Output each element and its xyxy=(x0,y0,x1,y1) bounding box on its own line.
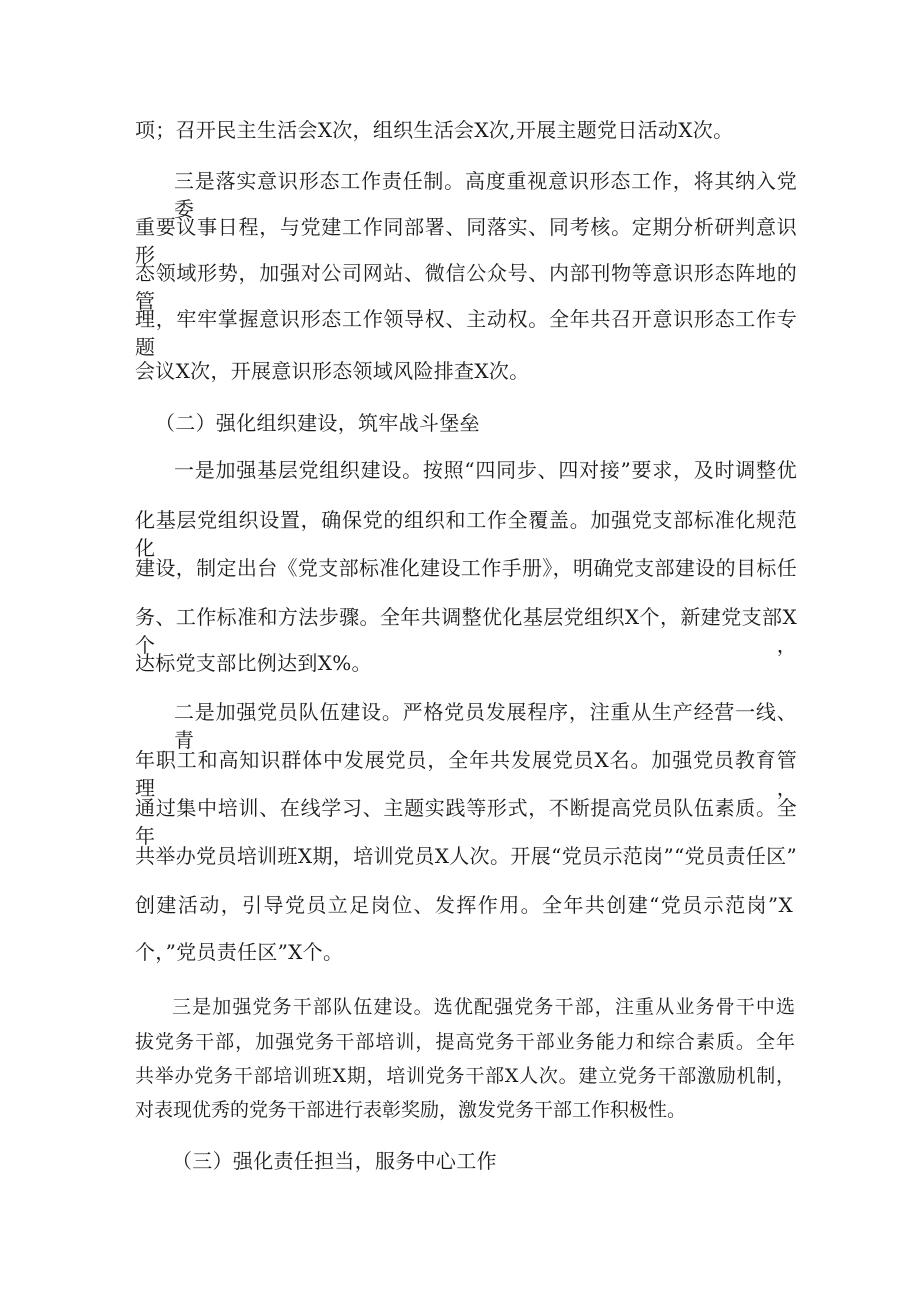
text-line-17: 创建活动，引导党员立足岗位、发挥作用。全年共创建“党员示范岗”X xyxy=(135,893,793,917)
text-line-12: 达标党支部比例达到X%。 xyxy=(135,651,372,675)
text-line-8: 一是加强基层党组织建设。按照“四同步、四对接”要求，及时调整优 xyxy=(174,458,797,482)
section-heading-2: （二）强化组织建设，筑牢战斗堡垒 xyxy=(155,411,480,435)
text-line-4: 态领域形势，加强对公司网站、微信公众号、内部刊物等意识形态阵地的管 xyxy=(135,261,797,313)
text-line-5: 理，牢牢掌握意识形态工作领导权、主动权。全年共召开意识形态工作专题 xyxy=(135,307,797,359)
text-line-18: 个，”党员责任区”X个。 xyxy=(135,940,344,964)
text-line-9: 化基层党组织设置，确保党的组织和工作全覆盖。加强党支部标准化规范化 xyxy=(135,508,797,560)
text-line-19: 三是加强党务干部队伍建设。选优配强党务干部，注重从业务骨干中选 xyxy=(172,996,795,1018)
text-line-13: 二是加强党员队伍建设。严格党员发展程序，注重从生产经营一线、青 xyxy=(174,700,797,752)
text-line-21: 共举办党务干部培训班X期，培训党务干部X人次。建立党务干部激励机制， xyxy=(135,1065,795,1087)
text-line-14: 年职工和高知识群体中发展党员，全年共发展党员X名。加强党员教育管理， xyxy=(135,748,797,800)
text-line-3: 重要议事日程，与党建工作同部署、同落实、同考核。定期分析研判意识形 xyxy=(135,215,797,267)
text-line-16: 共举办党员培训班X期，培训党员X人次。开展“党员示范岗”“党员责任区” xyxy=(135,844,797,868)
text-line-20: 拔党务干部，加强党务干部培训，提高党务干部业务能力和综合素质。全年 xyxy=(135,1031,795,1053)
text-line-22: 对表现优秀的党务干部进行表彰奖励，激发党务干部工作积极性。 xyxy=(135,1099,687,1121)
text-line-2: 三是落实意识形态工作责任制。高度重视意识形态工作，将其纳入党委 xyxy=(174,169,797,221)
text-line-15: 通过集中培训、在线学习、主题实践等形式，不断提高党员队伍素质。全年 xyxy=(135,796,797,848)
text-line-1: 项；召开民主生活会X次，组织生活会X次,开展主题党日活动X次。 xyxy=(135,118,734,142)
text-line-11: 务、工作标准和方法步骤。全年共调整优化基层党组织X个，新建党支部X个， xyxy=(135,605,797,657)
text-line-10: 建设，制定出台《党支部标准化建设工作手册》，明确党支部建设的目标任 xyxy=(135,556,797,580)
text-line-6: 会议X次，开展意识形态领域风险排查X次。 xyxy=(135,359,530,383)
section-heading-3: （三）强化责任担当，服务中心工作 xyxy=(172,1149,497,1173)
